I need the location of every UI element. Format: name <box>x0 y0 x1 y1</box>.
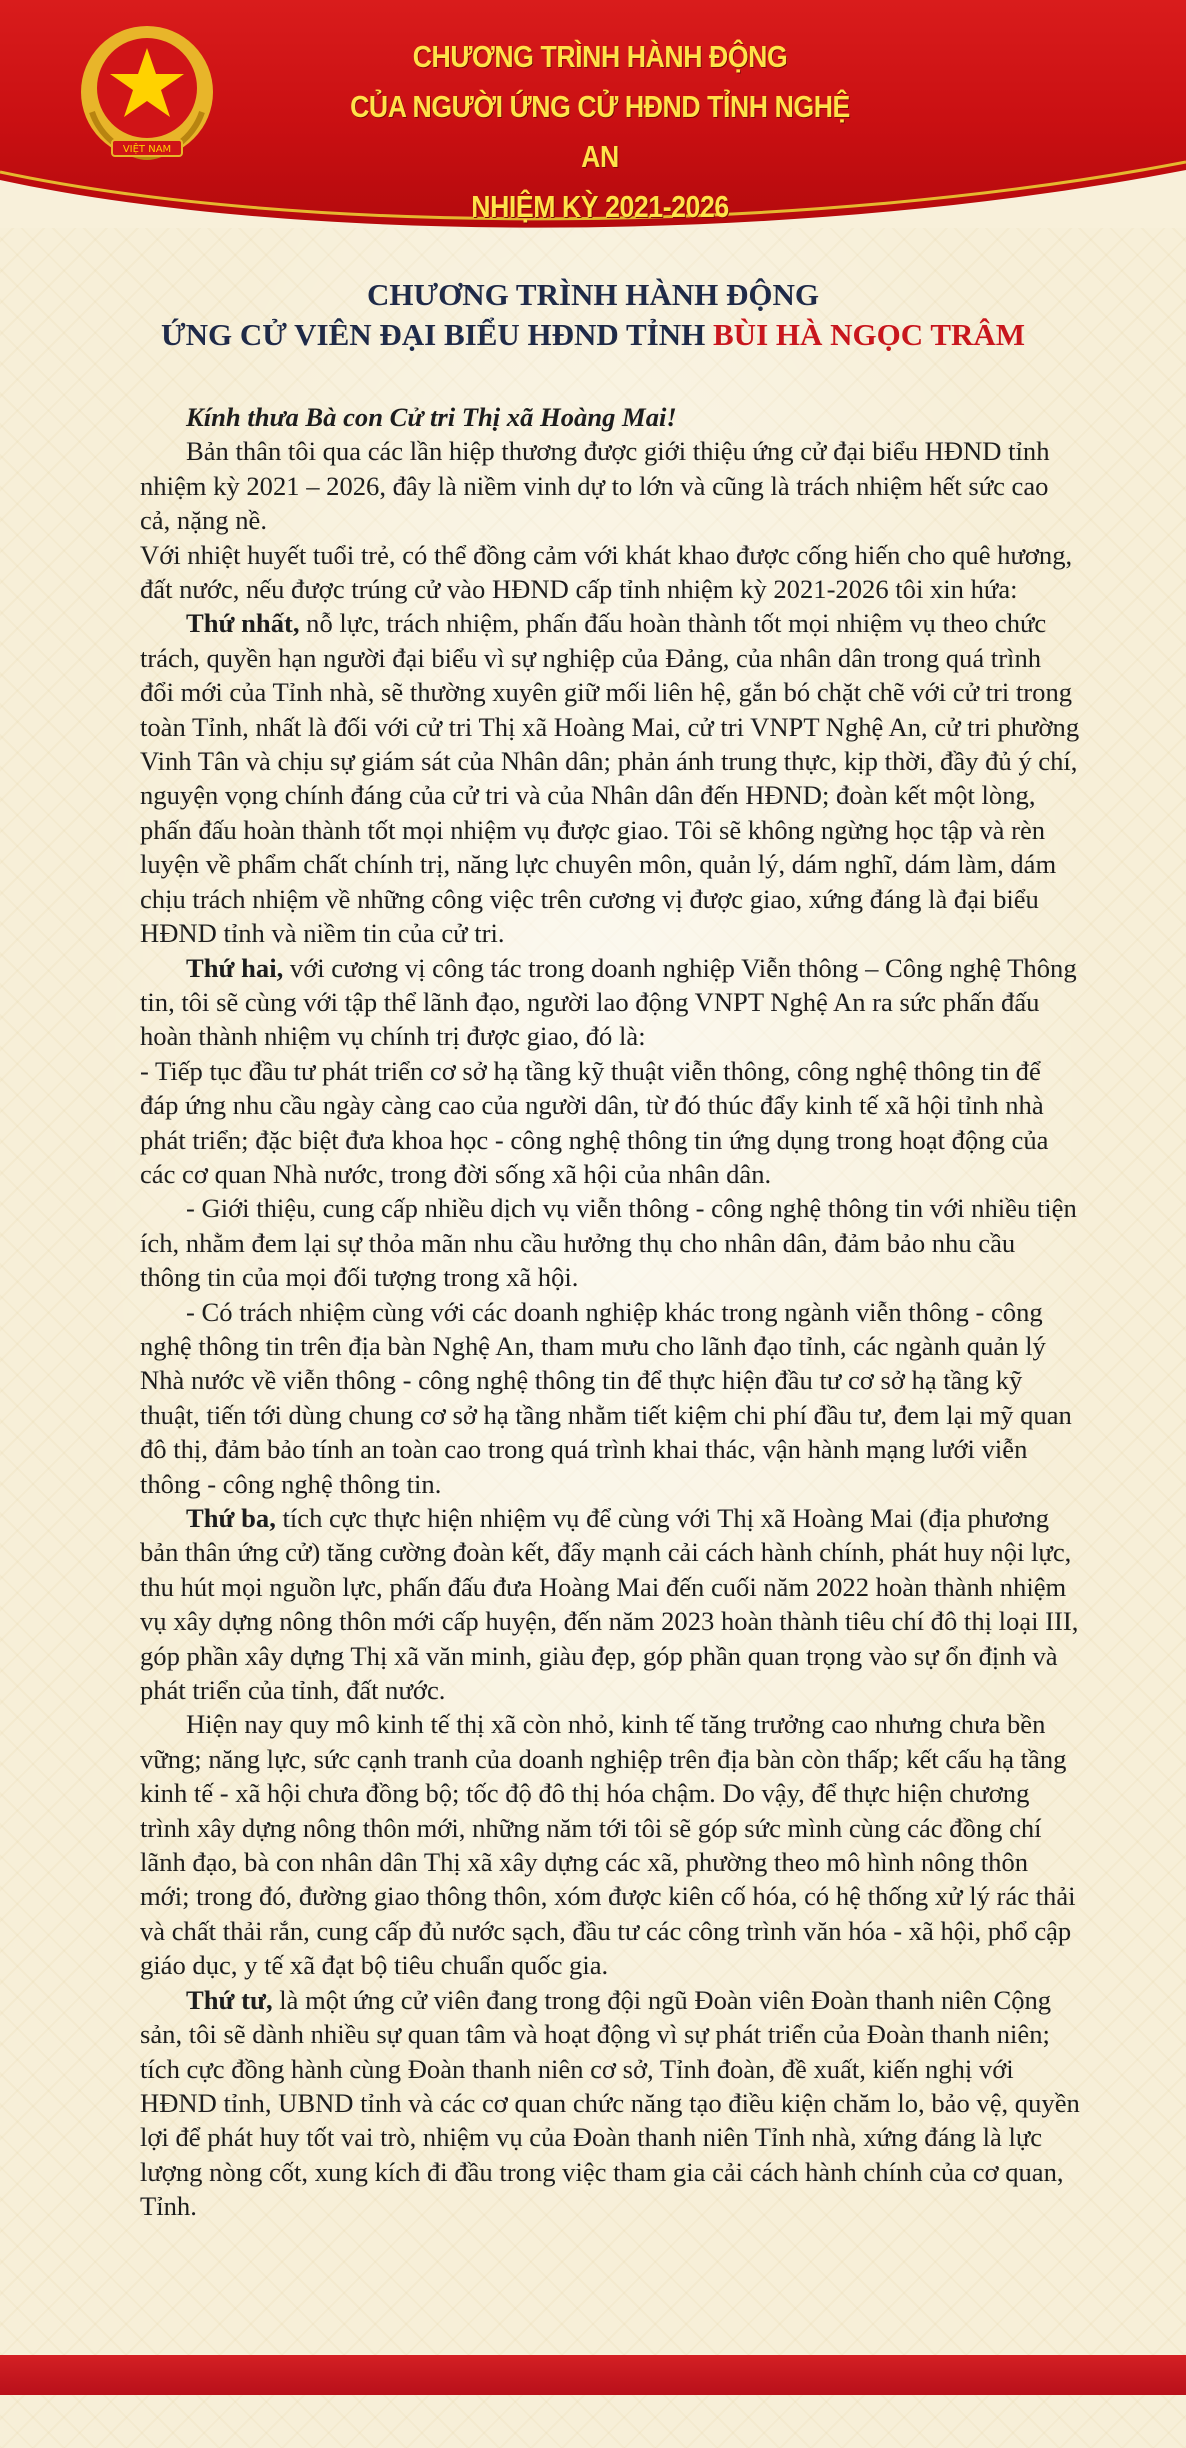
second-bullet-2: - Giới thiệu, cung cấp nhiều dịch vụ viễn thông - công nghệ thông tin với nhiều tiện ích, nhằm đem lại sự thỏa mãn nhu cầu hưởng thụ cho nhân dân, đảm bảo nhu cầu thông tin của mọi đối tượng trong xã hội. <box>140 1193 1077 1293</box>
document-title <box>0 275 1186 355</box>
fourth-lead: Thứ tư, <box>186 1984 273 2015</box>
paragraph-second <box>140 951 1080 1054</box>
second-bullet-1: - Tiếp tục đầu tư phát triển cơ sở hạ tầng kỹ thuật viễn thông, công nghệ thông tin để đáp ứng nhu cầu ngày càng cao của người dân, từ đó thúc đẩy kinh tế xã hội tỉnh nhà phát triển; đặc biệt đưa khoa học - công nghệ thông tin ứng dụng trong hoạt động của các cơ quan Nhà nước, trong đời sống xã hội của nhân dân. <box>140 1055 1049 1189</box>
emblem-ribbon-text: VIỆT NAM <box>122 144 172 155</box>
title-line-1: CHƯƠNG TRÌNH HÀNH ĐỘNG <box>366 277 820 312</box>
paragraph-third <box>140 1501 1080 1707</box>
third-text: tích cực thực hiện nhiệm vụ để cùng với Thị xã Hoàng Mai (địa phương bản thân ứng cử) tăng cường đoàn kết, đẩy mạnh cải cách hành chính, phát huy nội lực, thu hút mọi nguồn lực, phấn đấu đưa Hoàng Mai đến cuối năm 2022 hoàn thành nhiệm vụ xây dựng nông thôn mới cấp huyện, đến năm 2023 hoàn thành tiêu chí đô thị loại III, góp phần xây dựng Thị xã văn minh, giàu đẹp, góp phần quan trọng vào sự ổn định và phát triển của tỉnh, đất nước. <box>140 1503 1079 1706</box>
second-bullet-3: - Có trách nhiệm cùng với các doanh nghiệp khác trong ngành viễn thông - công nghệ thông tin trên địa bàn Nghệ An, tham mưu cho lãnh đạo tỉnh, các ngành quản lý Nhà nước về viễn thông - công nghệ thông tin để thực hiện đầu tư cơ sở hạ tầng kỹ thuật, tiến tới dùng chung cơ sở hạ tầng nhằm tiết kiệm chi phí đầu tư, đem lại mỹ quan đô thị, đảm bảo tính an toàn cao trong quá trình khai thác, vận hành mạng lưới viễn thông - công nghệ thông tin. <box>140 1296 1072 1499</box>
footer-bar <box>0 2355 1186 2395</box>
candidate-name: BÙI HÀ NGỌC TRÂM <box>713 317 1026 352</box>
first-lead: Thứ nhất, <box>186 608 300 639</box>
paragraph-third-2: Hiện nay quy mô kinh tế thị xã còn nhỏ, kinh tế tăng trưởng cao nhưng chưa bền vững; năng lực, sức cạnh tranh của doanh nghiệp trên địa bàn còn thấp; kết cấu hạ tầng kinh tế - xã hội chưa đồng bộ; tốc độ đô thị hóa chậm. Do vậy, để thực hiện chương trình xây dựng nông thôn mới, những năm tới tôi sẽ góp sức mình cùng các đồng chí lãnh đạo, bà con nhân dân Thị xã xây dựng các xã, phường theo mô hình nông thôn mới; trong đó, đường giao thông thôn, xóm được kiên cố hóa, có hệ thống xử lý rác thải và chất thải rắn, cung cấp đủ nước sạch, đầu tư các công trình văn hóa - xã hội, phổ cập giáo dục, y tế xã đạt bộ tiêu chuẩn quốc gia. <box>140 1709 1076 1981</box>
second-lead: Thứ hai, <box>186 952 284 983</box>
second-text: với cương vị công tác trong doanh nghiệp Viễn thông – Công nghệ Thông tin, tôi sẽ cùng với tập thể lãnh đạo, người lao động VNPT Nghệ An ra sức phấn đấu hoàn thành nhiệm vụ chính trị được giao, đó là: <box>140 952 1077 1052</box>
greeting: Kính thưa Bà con Cử tri Thị xã Hoàng Mai! <box>186 402 677 432</box>
header-titles <box>300 32 900 228</box>
title-line-2 <box>0 315 1186 355</box>
national-emblem-icon <box>72 22 222 170</box>
header-banner <box>0 0 1186 228</box>
third-lead: Thứ ba, <box>186 1503 276 1533</box>
first-text: nỗ lực, trách nhiệm, phấn đấu hoàn thành tốt mọi nhiệm vụ theo chức trách, quyền hạn người đại biểu vì sự nghiệp của Đảng, của nhân dân trong quá trình đổi mới của Tỉnh nhà, sẽ thường xuyên giữ mối liên hệ, gắn bó chặt chẽ với cử tri trong toàn Tỉnh, nhất là đối với cử tri Thị xã Hoàng Mai, cử tri VNPT Nghệ An, cử tri phường Vinh Tân và chịu sự giám sát của Nhân dân; phản ánh trung thực, kịp thời, đầy đủ ý chí, nguyện vọng chính đáng của cử tri và của Nhân dân đến HĐND; đoàn kết một lòng, phấn đấu hoàn thành tốt mọi nhiệm vụ được giao. Tôi sẽ không ngừng học tập và rèn luyện về phẩm chất chính trị, năng lực chuyên môn, quản lý, dám nghĩ, dám làm, dám chịu trách nhiệm về những công việc trên cương vị được giao, xứng đáng là đại biểu HĐND tỉnh và niềm tin của cử tri. <box>140 608 1080 949</box>
body-text <box>140 400 1080 2224</box>
title-line-2-prefix: ỨNG CỬ VIÊN ĐẠI BIỂU HĐND TỈNH <box>160 317 713 352</box>
paragraph-intro: Bản thân tôi qua các lần hiệp thương được giới thiệu ứng cử đại biểu HĐND tỉnh nhiệm kỳ 2021 – 2026, đây là niềm vinh dự to lớn và cũng là trách nhiệm hết sức cao cả, nặng nề. <box>140 436 1050 536</box>
paragraph-first <box>140 606 1080 950</box>
paragraph-promise: Với nhiệt huyết tuổi trẻ, có thể đồng cảm với khát khao được cống hiến cho quê hương, đất nước, nếu được trúng cử vào HĐND cấp tỉnh nhiệm kỳ 2021-2026 tôi xin hứa: <box>140 539 1073 605</box>
header-line-2: CỦA NGƯỜI ỨNG CỬ HĐND TỈNH NGHỆ AN <box>350 89 850 174</box>
header-line-3: NHIỆM KỲ 2021-2026 <box>471 189 729 224</box>
header-line-1: CHƯƠNG TRÌNH HÀNH ĐỘNG <box>412 39 788 74</box>
paragraph-fourth <box>140 1983 1080 2224</box>
fourth-text: là một ứng cử viên đang trong đội ngũ Đoàn viên Đoàn thanh niên Cộng sản, tôi sẽ dành nhiều sự quan tâm và hoạt động vì sự phát triển của Đoàn thanh niên; tích cực đồng hành cùng Đoàn thanh niên cơ sở, Tỉnh đoàn, đề xuất, kiến nghị với HĐND tỉnh, UBND tỉnh và các cơ quan chức năng tạo điều kiện chăm lo, bảo vệ, quyền lợi để phát huy tốt vai trò, nhiệm vụ của Đoàn thanh niên Tỉnh nhà, xứng đáng là lực lượng nòng cốt, xung kích đi đầu trong việc tham gia cải cách hành chính của cơ quan, Tỉnh. <box>140 1984 1080 2222</box>
